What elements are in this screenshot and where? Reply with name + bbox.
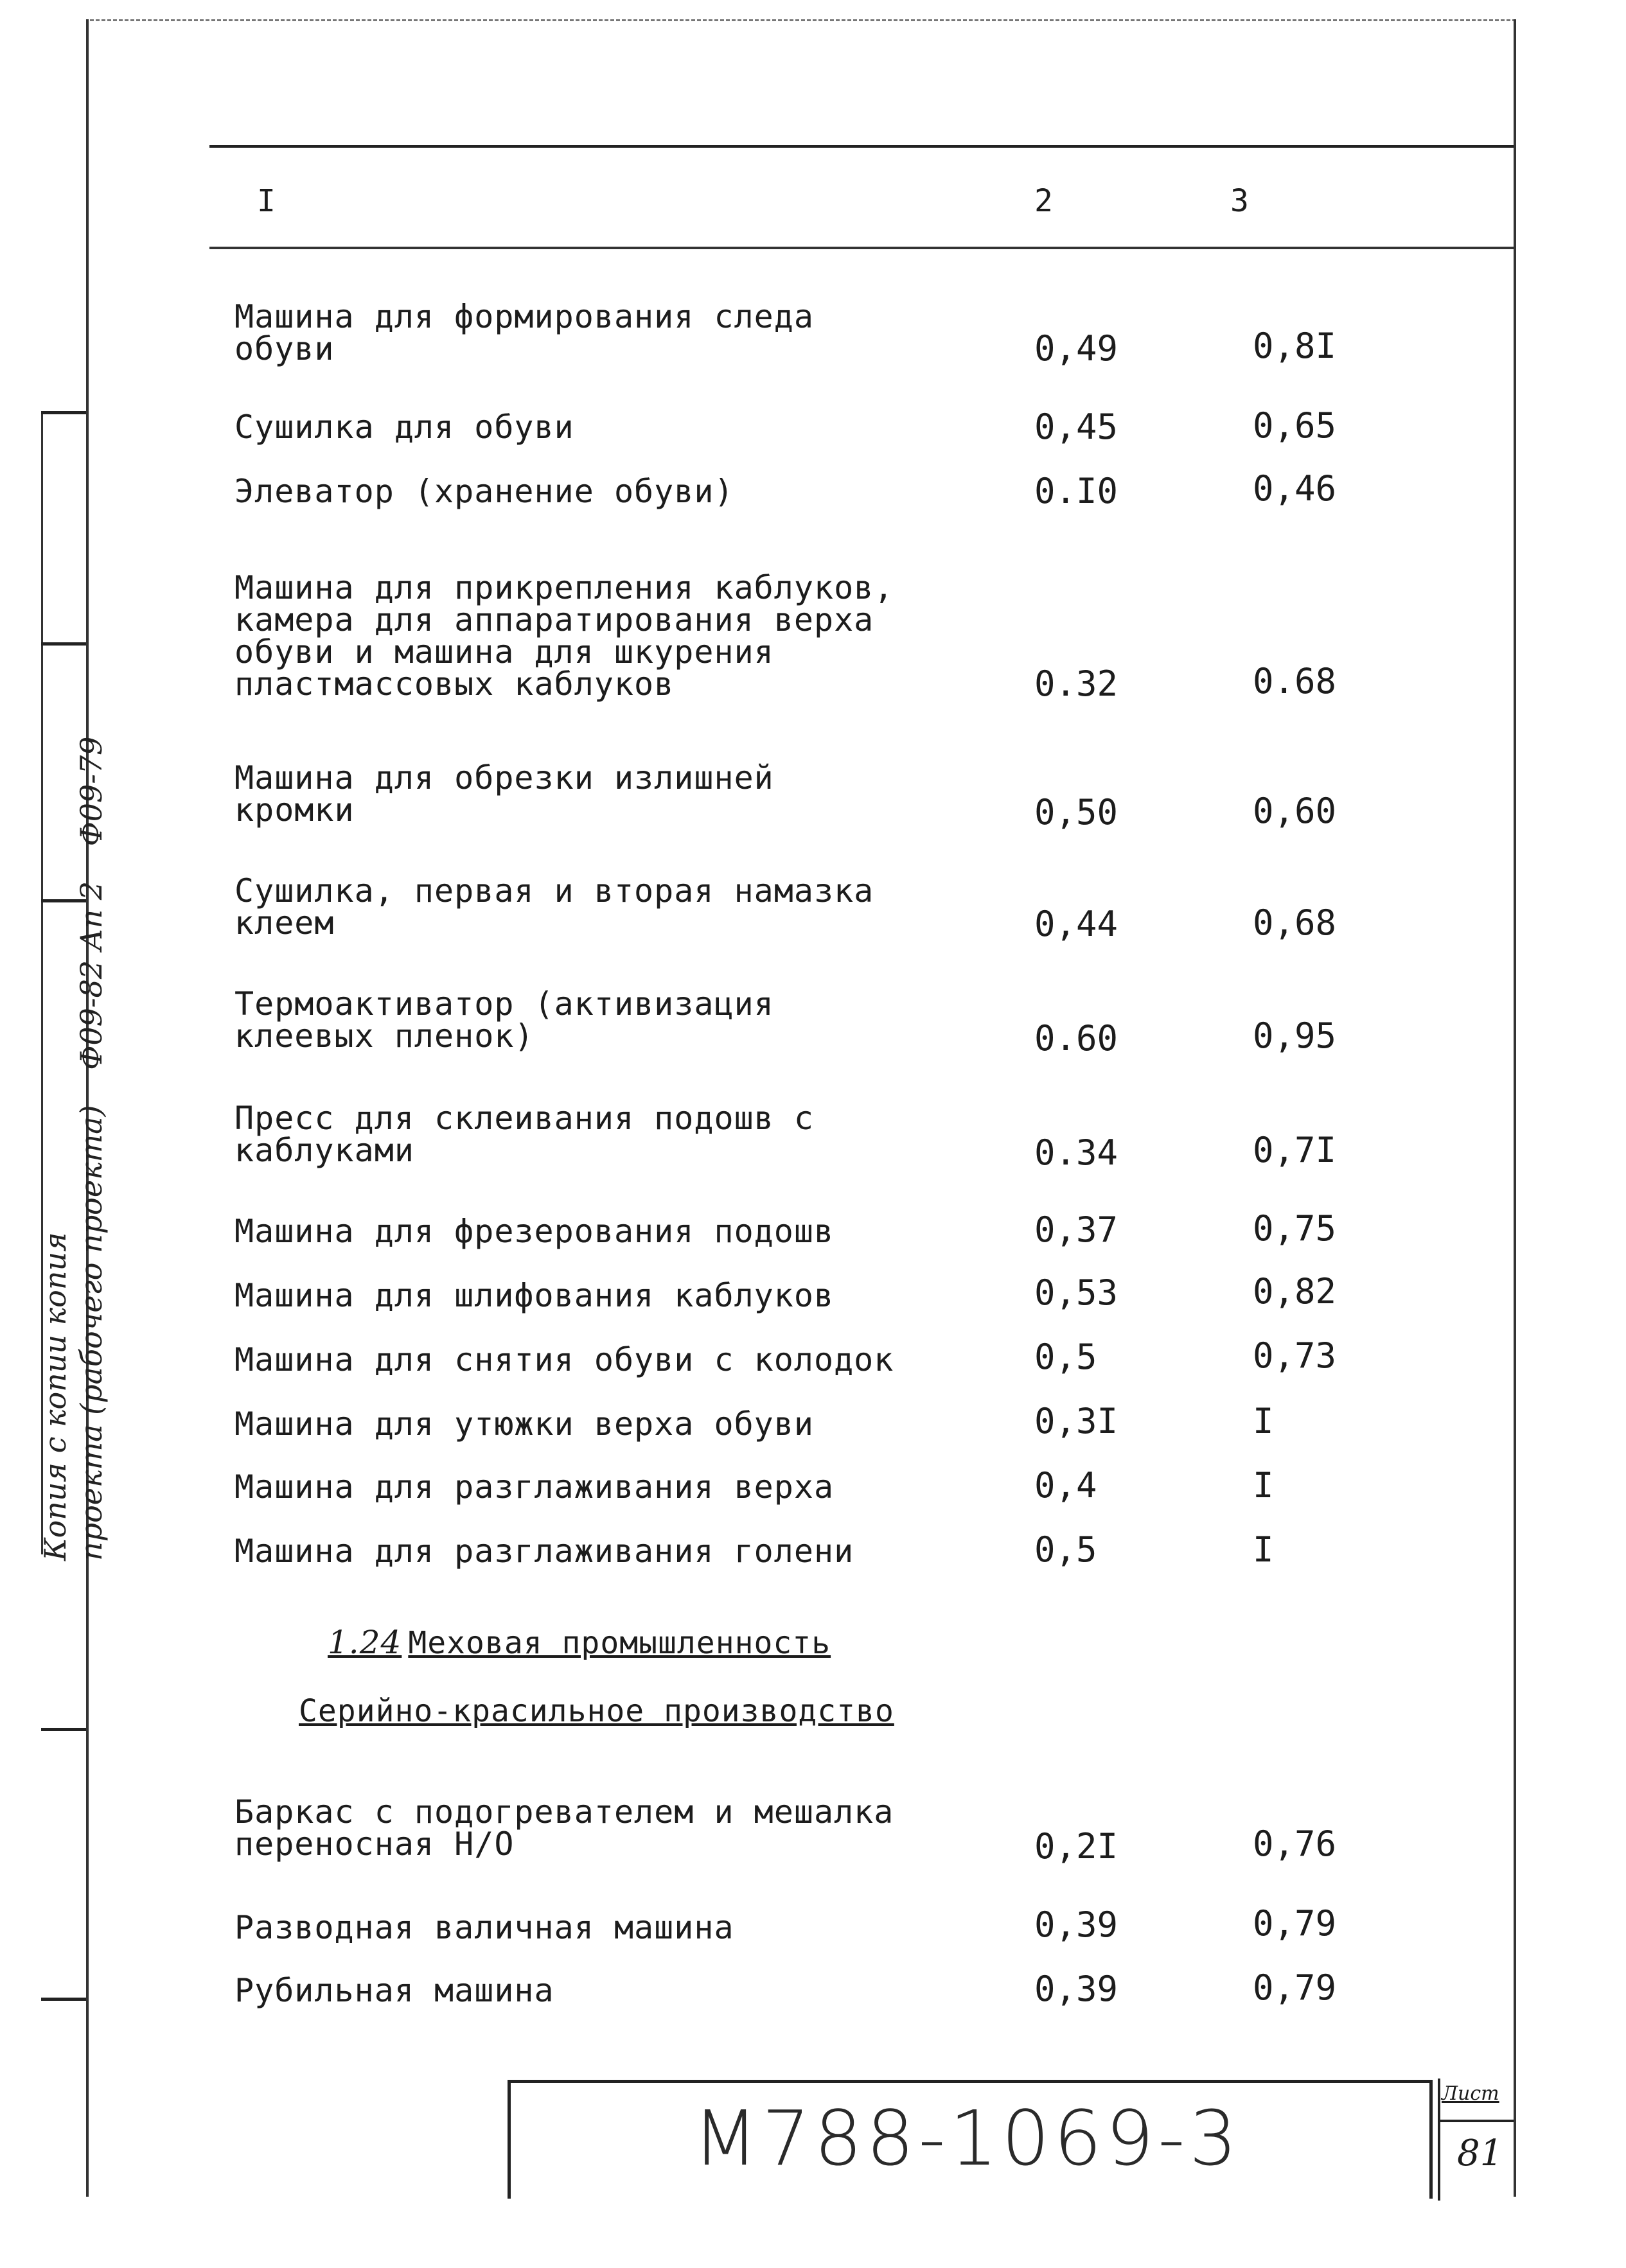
table-row-value-col3: 0,8I: [1253, 326, 1337, 366]
table-row-value-col3: 0.68: [1253, 661, 1337, 701]
column-header-1: I: [257, 183, 276, 219]
table-row-name: Элеватор (хранение обуви): [234, 473, 734, 510]
sheet-label: Лист: [1442, 2082, 1499, 2105]
table-row-value-col3: I: [1253, 1529, 1274, 1570]
column-header-3: 3: [1230, 183, 1249, 219]
table-row-value-col3: 0,82: [1253, 1271, 1337, 1312]
table-row-name: Машина для формирования следа обуви: [234, 298, 814, 367]
table-row-name: Пресс для склеивания подошв с каблуками: [234, 1100, 814, 1169]
margin-stamp-line1: Копия с копии копия: [38, 1232, 73, 1561]
section-number: 1.24: [328, 1624, 402, 1661]
section-subtitle: Серийно-красильное производство: [299, 1693, 894, 1729]
table-row-name: Машина для фрезерования подошв: [234, 1213, 835, 1250]
table-row-name: Машина для обрезки излишней кромки: [234, 759, 774, 829]
table-row-name: Машина для снятия обуви с колодок: [234, 1341, 894, 1378]
table-row-name: Машина для разглаживания верха: [234, 1468, 835, 1506]
sheet-box-divider: [1438, 2120, 1514, 2122]
table-row-value-col3: 0,68: [1253, 902, 1337, 943]
section-title: Меховая промышленность: [408, 1625, 831, 1661]
table-row-value-col3: 0,76: [1253, 1824, 1337, 1864]
table-top-rule: [209, 145, 1514, 148]
table-row-value-col3: 0,79: [1253, 1903, 1337, 1944]
table-row-value-col2: 0,2I: [1034, 1826, 1118, 1867]
table-row-value-col3: 0,60: [1253, 791, 1337, 831]
table-row-value-col3: I: [1253, 1401, 1274, 1441]
sheet-number: 81: [1457, 2132, 1503, 2174]
table-row-value-col2: 0,5: [1034, 1529, 1097, 1570]
table-row-value-col3: 0,79: [1253, 1967, 1337, 2008]
margin-stamp-code1: Ф09-82 Ап 2: [74, 881, 109, 1070]
table-row-name: Машина для утюжки верха обуви: [234, 1405, 814, 1443]
table-row-value-col3: I: [1253, 1465, 1274, 1506]
table-row-value-col2: 0,53: [1034, 1272, 1118, 1313]
table-row-name: Машина для прикрепления каблуков, камера для аппаратирования верха обуви и машина для шкурения пластмассовых каблуков: [234, 569, 894, 703]
table-row-name: Машина для шлифования каблуков: [234, 1277, 835, 1314]
table-row-value-col2: 0.32: [1034, 664, 1118, 704]
table-header-rule: [209, 247, 1514, 249]
margin-stamp-divider: [41, 1998, 86, 2001]
table-row-value-col3: 0,95: [1253, 1015, 1337, 1056]
table-row-value-col2: 0,49: [1034, 328, 1118, 369]
table-row-value-col2: 0,44: [1034, 904, 1118, 944]
table-row-value-col3: 0,46: [1253, 468, 1337, 509]
margin-stamp: [37, 405, 114, 1561]
table-row-value-col2: 0,5: [1034, 1337, 1097, 1377]
table-row-value-col3: 0,65: [1253, 405, 1337, 446]
table-row-value-col2: 0.I0: [1034, 471, 1118, 511]
table-row-value-col3: 0,75: [1253, 1208, 1337, 1249]
margin-stamp-line2: проекта (рабочего проекта): [74, 1105, 109, 1561]
table-row-name: Рубильная машина: [234, 1972, 554, 2009]
table-row-value-col2: 0,50: [1034, 792, 1118, 832]
page-frame-top: [90, 19, 1516, 21]
table-row-name: Разводная валичная машина: [234, 1909, 734, 1946]
table-row-value-col3: 0,7I: [1253, 1130, 1337, 1170]
table-row-name: Баркас с подогревателем и мешалка переносная Н/О: [234, 1793, 894, 1863]
table-row-value-col2: 0.60: [1034, 1018, 1118, 1059]
table-row-name: Сушилка, первая и вторая намазка клеем: [234, 872, 874, 942]
document-code: М788-1069-3: [693, 2094, 1241, 2183]
table-row-name: Машина для разглаживания голени: [234, 1533, 854, 1570]
table-row-value-col2: 0,3I: [1034, 1401, 1118, 1441]
section-heading: [328, 1624, 831, 1661]
column-header-2: 2: [1034, 183, 1053, 219]
table-row-name: Сушилка для обуви: [234, 409, 574, 446]
table-row-name: Термоактиватор (активизация клеевых пленок): [234, 985, 774, 1055]
margin-stamp-divider: [41, 1728, 86, 1731]
margin-stamp-code2: Ф09-79: [74, 736, 109, 847]
table-row-value-col2: 0,45: [1034, 407, 1118, 447]
table-row-value-col2: 0,39: [1034, 1969, 1118, 2009]
table-row-value-col2: 0,4: [1034, 1465, 1097, 1506]
table-row-value-col2: 0,39: [1034, 1904, 1118, 1945]
page-frame-right: [1514, 19, 1516, 2197]
table-row-value-col2: 0,37: [1034, 1209, 1118, 1250]
table-row-value-col2: 0.34: [1034, 1132, 1118, 1173]
table-row-value-col3: 0,73: [1253, 1335, 1337, 1376]
